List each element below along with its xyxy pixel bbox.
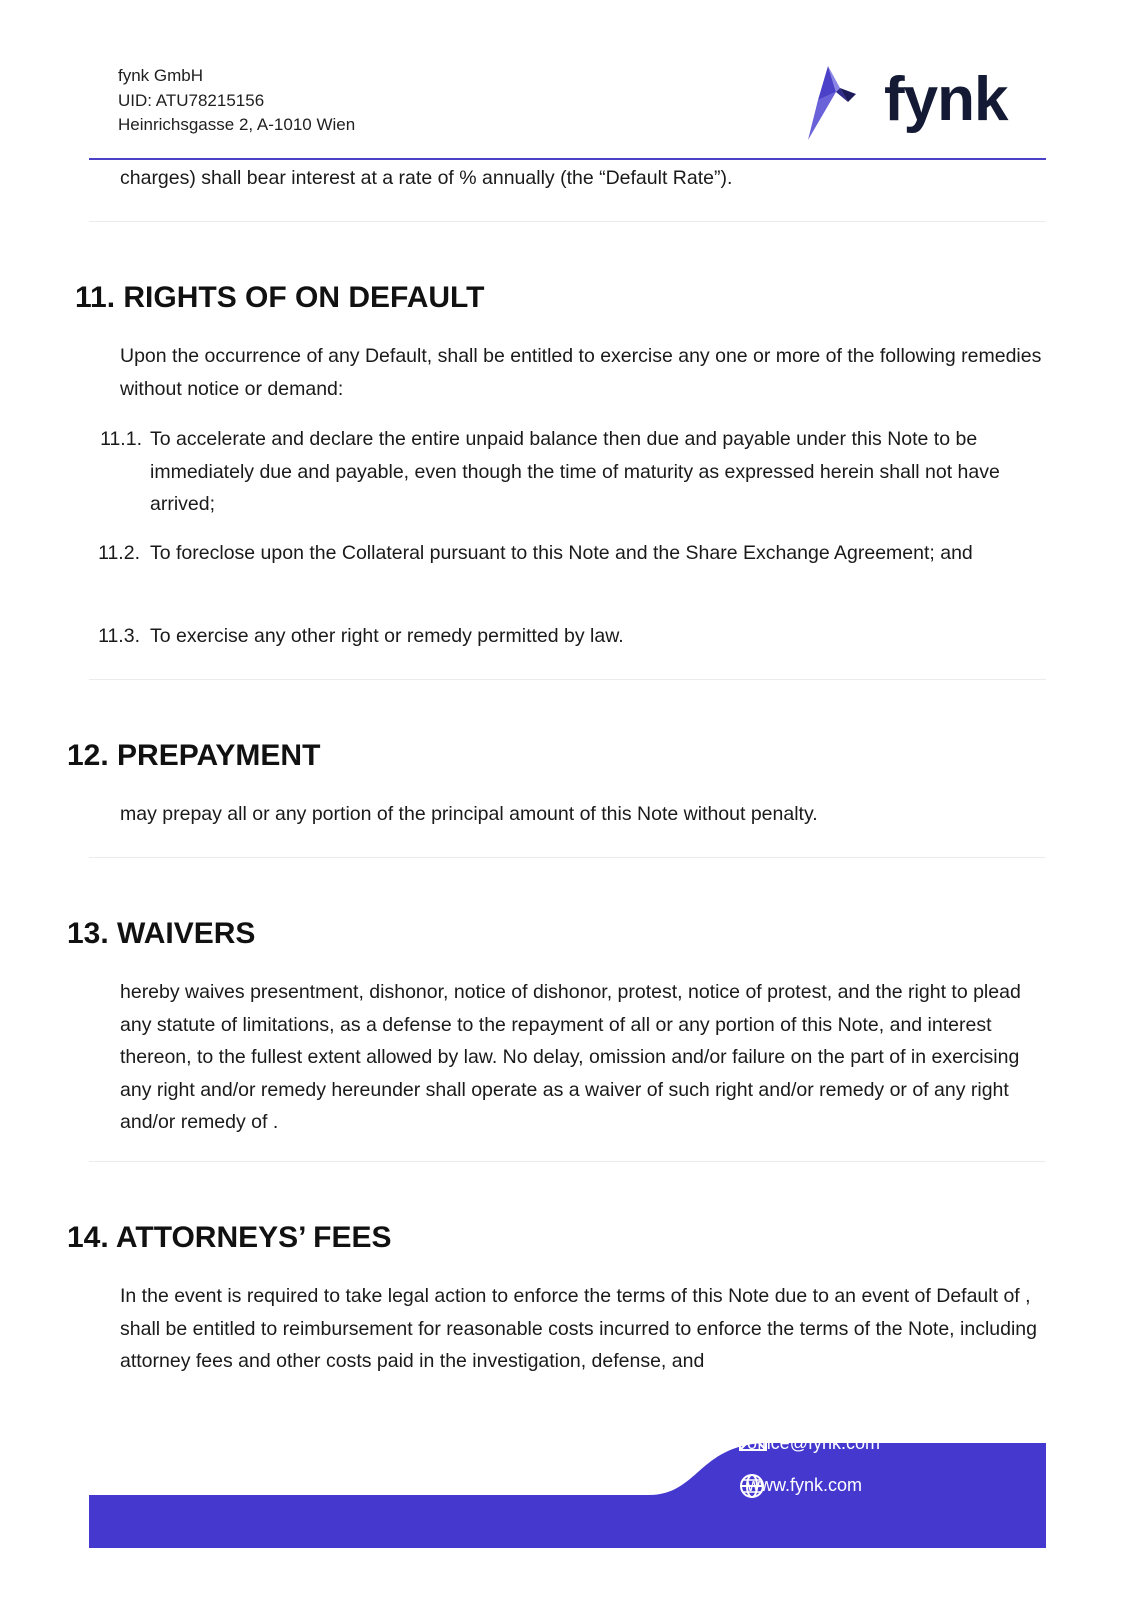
- list-item: To foreclose upon the Collateral pursuant to this Note and the Share Exchange Agreement; and: [150, 542, 973, 564]
- footer-email[interactable]: [739, 1431, 880, 1455]
- list-item-number: 11.1.: [100, 428, 142, 450]
- list-item: To exercise any other right or remedy permitted by law.: [150, 625, 624, 647]
- intro-paragraph: charges) shall bear interest at a rate of % annually (the “Default Rate”).: [120, 167, 733, 189]
- footer-website[interactable]: [739, 1473, 862, 1497]
- list-item-number: 11.2.: [98, 542, 140, 564]
- section-divider: [89, 679, 1046, 680]
- fynk-logo: [806, 62, 1006, 142]
- list-item-number: 11.3.: [98, 625, 140, 647]
- footer-band: [89, 1433, 1046, 1553]
- section-11-body: Upon the occurrence of any Default, shall be entitled to exercise any one or more of the following remedies without notice or demand:: [120, 345, 1042, 400]
- company-uid: UID: ATU78215156: [118, 90, 265, 110]
- section-13-heading: 13. WAIVERS: [67, 917, 256, 950]
- section-divider: [89, 1161, 1046, 1162]
- section-divider: [89, 857, 1046, 858]
- section-12-heading: 12. PREPAYMENT: [67, 739, 321, 772]
- bird-logo-icon: [806, 62, 886, 142]
- company-address: Heinrichsgasse 2, A-1010 Wien: [118, 115, 356, 134]
- company-name: fynk GmbH: [118, 66, 204, 85]
- company-info: [118, 64, 355, 138]
- section-14-body: In the event is required to take legal action to enforce the terms of this Note due to an event of Default of , shall be entitled to reimbursement for reasonable costs incurred to enforce the terms of the Note, including attorney fees and other costs paid in the investigation, defense, and: [120, 1285, 1037, 1372]
- header-divider: [89, 158, 1046, 160]
- logo-wordmark: fynk: [884, 65, 1008, 134]
- section-12-body: may prepay all or any portion of the principal amount of this Note without penalty.: [120, 803, 818, 825]
- section-divider: [89, 221, 1046, 222]
- list-item: To accelerate and declare the entire unpaid balance then due and payable under this Note to be immediately due and payable, even though the time of maturity as expressed herein shall not have arrived;: [150, 428, 1000, 515]
- section-13-body: hereby waives presentment, dishonor, notice of dishonor, protest, notice of protest, and the right to plead any statute of limitations, as a defense to the repayment of all or any portion of this Note, and interest thereon, to the fullest extent allowed by law. No delay, omission and/or failure on the part of in exercising any right and/or remedy hereunder shall operate as a waiver of such right and/or remedy or of any right and/or remedy of .: [120, 981, 1021, 1133]
- footer-website-text[interactable]: www.fynk.com: [747, 1475, 863, 1495]
- footer-email-text[interactable]: office@fynk.com: [747, 1433, 880, 1453]
- section-14-heading: 14. ATTORNEYS’ FEES: [67, 1221, 392, 1254]
- section-11-heading: 11. RIGHTS OF ON DEFAULT: [75, 281, 485, 314]
